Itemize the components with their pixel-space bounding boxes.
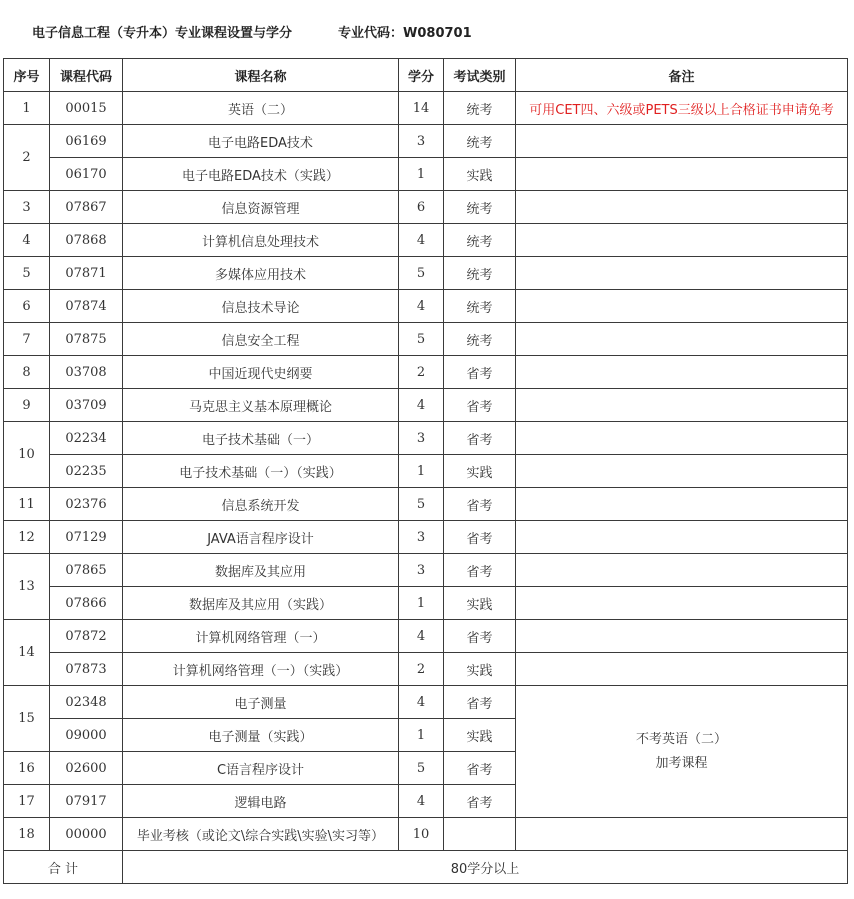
cell-note xyxy=(516,818,848,851)
cell-name: 电子测量 xyxy=(123,686,399,719)
cell-credit: 1 xyxy=(399,455,444,488)
note-line-2: 加考课程 xyxy=(655,755,708,771)
cell-type: 实践 xyxy=(444,719,516,752)
cell-name: 信息系统开发 xyxy=(123,488,399,521)
table-row xyxy=(4,620,848,653)
cell-name: 中国近现代史纲要 xyxy=(123,356,399,389)
cell-note xyxy=(516,620,848,653)
cell-type: 统考 xyxy=(444,191,516,224)
table-row xyxy=(4,455,848,488)
cell-credit: 4 xyxy=(399,620,444,653)
cell-credit: 10 xyxy=(399,818,444,851)
cell-code: 07867 xyxy=(50,191,123,224)
table-row xyxy=(4,92,848,125)
cell-no: 11 xyxy=(4,488,50,521)
cell-code: 07865 xyxy=(50,554,123,587)
cell-type: 省考 xyxy=(444,389,516,422)
table-row xyxy=(4,818,848,851)
cell-name: 电子测量（实践） xyxy=(123,719,399,752)
table-row xyxy=(4,488,848,521)
table-row xyxy=(4,521,848,554)
cell-type: 实践 xyxy=(444,653,516,686)
cell-type: 统考 xyxy=(444,257,516,290)
cell-credit: 4 xyxy=(399,290,444,323)
cell-credit: 5 xyxy=(399,323,444,356)
total-value: 80学分以上 xyxy=(123,851,848,884)
table-row xyxy=(4,125,848,158)
cell-type xyxy=(444,818,516,851)
cell-name: 计算机网络管理（一）（实践） xyxy=(123,653,399,686)
cell-type: 实践 xyxy=(444,455,516,488)
cell-name: 数据库及其应用 xyxy=(123,554,399,587)
cell-name: 电子电路EDA技术 xyxy=(123,125,399,158)
cell-credit: 3 xyxy=(399,521,444,554)
cell-name: 信息技术导论 xyxy=(123,290,399,323)
cell-credit: 4 xyxy=(399,785,444,818)
total-label: 合 计 xyxy=(4,851,123,884)
table-row xyxy=(4,389,848,422)
cell-no: 2 xyxy=(4,125,50,191)
cell-note xyxy=(516,587,848,620)
cell-credit: 1 xyxy=(399,158,444,191)
cell-no: 6 xyxy=(4,290,50,323)
cell-credit: 4 xyxy=(399,389,444,422)
cell-code: 03708 xyxy=(50,356,123,389)
cell-name: 逻辑电路 xyxy=(123,785,399,818)
cell-no: 16 xyxy=(4,752,50,785)
cell-name: 计算机网络管理（一） xyxy=(123,620,399,653)
cell-name: 多媒体应用技术 xyxy=(123,257,399,290)
major-code: 专业代码：W080701 xyxy=(338,26,472,41)
cell-type: 省考 xyxy=(444,422,516,455)
table-row xyxy=(4,158,848,191)
cell-name: 计算机信息处理技术 xyxy=(123,224,399,257)
cell-note xyxy=(516,158,848,191)
cell-type: 统考 xyxy=(444,290,516,323)
cell-credit: 6 xyxy=(399,191,444,224)
cell-type: 省考 xyxy=(444,554,516,587)
cell-no: 5 xyxy=(4,257,50,290)
cell-type: 实践 xyxy=(444,158,516,191)
cell-note xyxy=(516,554,848,587)
cell-credit: 1 xyxy=(399,587,444,620)
cell-code: 07873 xyxy=(50,653,123,686)
cell-credit: 5 xyxy=(399,488,444,521)
cell-credit: 3 xyxy=(399,125,444,158)
cell-no: 7 xyxy=(4,323,50,356)
cell-code: 00000 xyxy=(50,818,123,851)
cell-note xyxy=(516,191,848,224)
cell-name: 电子电路EDA技术（实践） xyxy=(123,158,399,191)
cell-code: 02348 xyxy=(50,686,123,719)
cell-type: 统考 xyxy=(444,323,516,356)
table-row xyxy=(4,422,848,455)
cell-credit: 2 xyxy=(399,356,444,389)
cell-name: 电子技术基础（一）（实践） xyxy=(123,455,399,488)
cell-credit: 2 xyxy=(399,653,444,686)
cell-note xyxy=(516,422,848,455)
cell-type: 省考 xyxy=(444,785,516,818)
cell-no: 8 xyxy=(4,356,50,389)
cell-type: 统考 xyxy=(444,92,516,125)
cell-no: 14 xyxy=(4,620,50,686)
col-header-note: 备注 xyxy=(516,59,848,92)
cell-code: 06169 xyxy=(50,125,123,158)
cell-name: 数据库及其应用（实践） xyxy=(123,587,399,620)
col-header-type: 考试类别 xyxy=(444,59,516,92)
cell-code: 07917 xyxy=(50,785,123,818)
cell-type: 统考 xyxy=(444,224,516,257)
cell-no: 1 xyxy=(4,92,50,125)
cell-code: 07868 xyxy=(50,224,123,257)
cell-note xyxy=(516,125,848,158)
course-table xyxy=(3,58,848,884)
cell-credit: 3 xyxy=(399,422,444,455)
cell-type: 省考 xyxy=(444,488,516,521)
table-row xyxy=(4,290,848,323)
cell-name: JAVA语言程序设计 xyxy=(123,521,399,554)
table-row xyxy=(4,587,848,620)
cell-note xyxy=(516,356,848,389)
cell-type: 实践 xyxy=(444,587,516,620)
table-row xyxy=(4,191,848,224)
cell-no: 13 xyxy=(4,554,50,620)
cell-code: 09000 xyxy=(50,719,123,752)
page-header xyxy=(32,22,472,42)
cell-note xyxy=(516,488,848,521)
cell-credit: 4 xyxy=(399,686,444,719)
cell-code: 07871 xyxy=(50,257,123,290)
cell-note xyxy=(516,455,848,488)
cell-type: 省考 xyxy=(444,521,516,554)
cell-no: 18 xyxy=(4,818,50,851)
table-row xyxy=(4,257,848,290)
page-title: 电子信息工程（专升本）专业课程设置与学分 xyxy=(32,26,293,41)
cell-note xyxy=(516,521,848,554)
table-row xyxy=(4,653,848,686)
cell-note xyxy=(516,257,848,290)
table-row xyxy=(4,224,848,257)
cell-code: 07866 xyxy=(50,587,123,620)
cell-credit: 1 xyxy=(399,719,444,752)
cell-type: 省考 xyxy=(444,620,516,653)
cell-name: 信息安全工程 xyxy=(123,323,399,356)
col-header-credit: 学分 xyxy=(399,59,444,92)
col-header-no: 序号 xyxy=(4,59,50,92)
cell-name: 电子技术基础（一） xyxy=(123,422,399,455)
total-row xyxy=(4,851,848,884)
cell-code: 03709 xyxy=(50,389,123,422)
table-row xyxy=(4,323,848,356)
table-row xyxy=(4,356,848,389)
cell-credit: 4 xyxy=(399,224,444,257)
cell-no: 4 xyxy=(4,224,50,257)
col-header-code: 课程代码 xyxy=(50,59,123,92)
cell-name: C语言程序设计 xyxy=(123,752,399,785)
cell-note xyxy=(516,224,848,257)
cell-code: 02234 xyxy=(50,422,123,455)
cell-name: 英语（二） xyxy=(123,92,399,125)
cell-name: 毕业考核（或论文\综合实践\实验\实习等） xyxy=(123,818,399,851)
cell-code: 07874 xyxy=(50,290,123,323)
cell-note-additional xyxy=(516,686,848,818)
cell-note xyxy=(516,323,848,356)
cell-note xyxy=(516,653,848,686)
cell-code: 07872 xyxy=(50,620,123,653)
cell-no: 15 xyxy=(4,686,50,752)
cell-no: 10 xyxy=(4,422,50,488)
cell-type: 省考 xyxy=(444,356,516,389)
cell-type: 省考 xyxy=(444,752,516,785)
cell-code: 07129 xyxy=(50,521,123,554)
cell-no: 17 xyxy=(4,785,50,818)
cell-code: 00015 xyxy=(50,92,123,125)
cell-credit: 3 xyxy=(399,554,444,587)
cell-credit: 5 xyxy=(399,257,444,290)
cell-type: 省考 xyxy=(444,686,516,719)
cell-no: 9 xyxy=(4,389,50,422)
cell-note xyxy=(516,290,848,323)
table-row xyxy=(4,686,848,719)
cell-credit: 14 xyxy=(399,92,444,125)
cell-name: 马克思主义基本原理概论 xyxy=(123,389,399,422)
cell-no: 12 xyxy=(4,521,50,554)
table-row xyxy=(4,554,848,587)
cell-no: 3 xyxy=(4,191,50,224)
cell-code: 02235 xyxy=(50,455,123,488)
note-line-1: 不考英语（二） xyxy=(635,731,727,747)
cell-code: 06170 xyxy=(50,158,123,191)
cell-type: 统考 xyxy=(444,125,516,158)
cell-credit: 5 xyxy=(399,752,444,785)
table-header-row xyxy=(4,59,848,92)
cell-note xyxy=(516,389,848,422)
col-header-name: 课程名称 xyxy=(123,59,399,92)
cell-note-exemption: 可用CET四、六级或PETS三级以上合格证书申请免考 xyxy=(516,92,848,125)
cell-code: 02376 xyxy=(50,488,123,521)
cell-name: 信息资源管理 xyxy=(123,191,399,224)
cell-code: 07875 xyxy=(50,323,123,356)
cell-code: 02600 xyxy=(50,752,123,785)
